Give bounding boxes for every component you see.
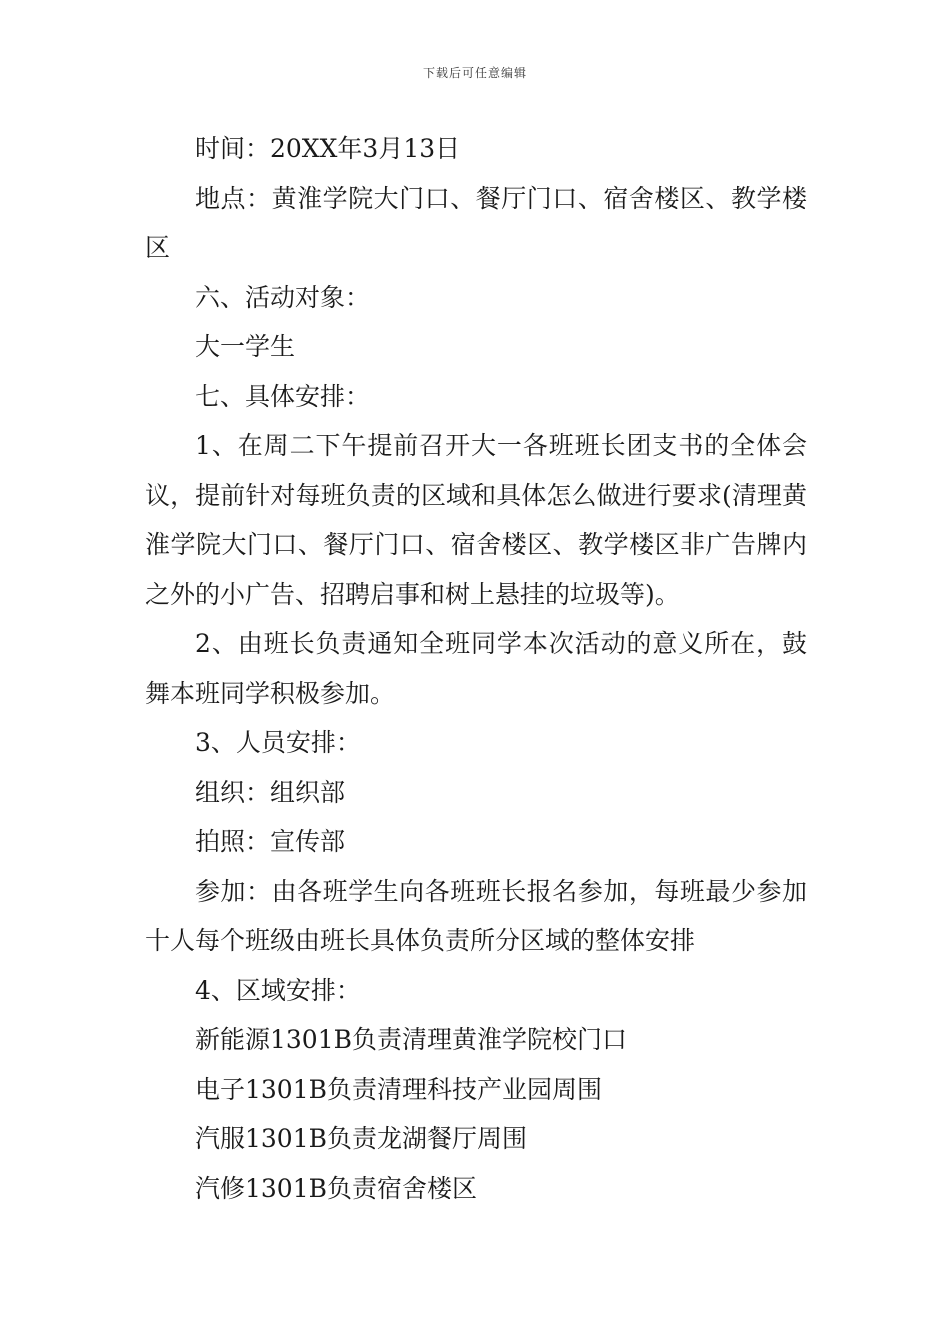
paragraph-location: 地点：黄淮学院大门口、餐厅门口、宿舍楼区、教学楼区 <box>145 183 807 262</box>
paragraph-photo: 拍照：宣传部 <box>195 827 346 856</box>
paragraph-item-4-heading: 4、区域安排： <box>195 975 361 1005</box>
paragraph-area-1: 新能源1301B负责清理黄淮学院校门口 <box>195 1025 627 1054</box>
heading-specific-arrangement: 七、具体安排： <box>195 381 371 411</box>
paragraph-item-1: 1、在周二下午提前召开大一各班班长团支书的全体会议，提前针对每班负责的区域和具体怎么做进行要求(清理黄淮学院大门口、餐厅门口、宿舍楼区、教学楼区非广告牌内之外的小广告、招聘启事和树上悬挂的垃圾等)。 <box>145 431 807 609</box>
paragraph-organize: 组织：组织部 <box>195 777 346 807</box>
paragraph-item-3-heading: 3、人员安排： <box>195 728 361 757</box>
heading-activity-target: 六、活动对象： <box>195 282 371 312</box>
page-header-note: 下载后可任意编辑 <box>422 66 527 80</box>
paragraph-item-2: 2、由班长负责通知全班同学本次活动的意义所在，鼓舞本班同学积极参加。 <box>145 629 807 708</box>
paragraph-area-3: 汽服1301B负责龙湖餐厅周围 <box>195 1124 527 1153</box>
paragraph-target-group: 大一学生 <box>195 332 296 361</box>
document-body <box>145 124 807 1213</box>
paragraph-area-2: 电子1301B负责清理科技产业园周围 <box>195 1074 602 1104</box>
paragraph-participate: 参加：由各班学生向各班班长报名参加，每班最少参加十人每个班级由班长具体负责所分区域的整体安排 <box>145 876 807 955</box>
paragraph-time: 时间：20XX年3月13日 <box>195 134 461 163</box>
paragraph-area-4: 汽修1301B负责宿舍楼区 <box>195 1173 477 1203</box>
